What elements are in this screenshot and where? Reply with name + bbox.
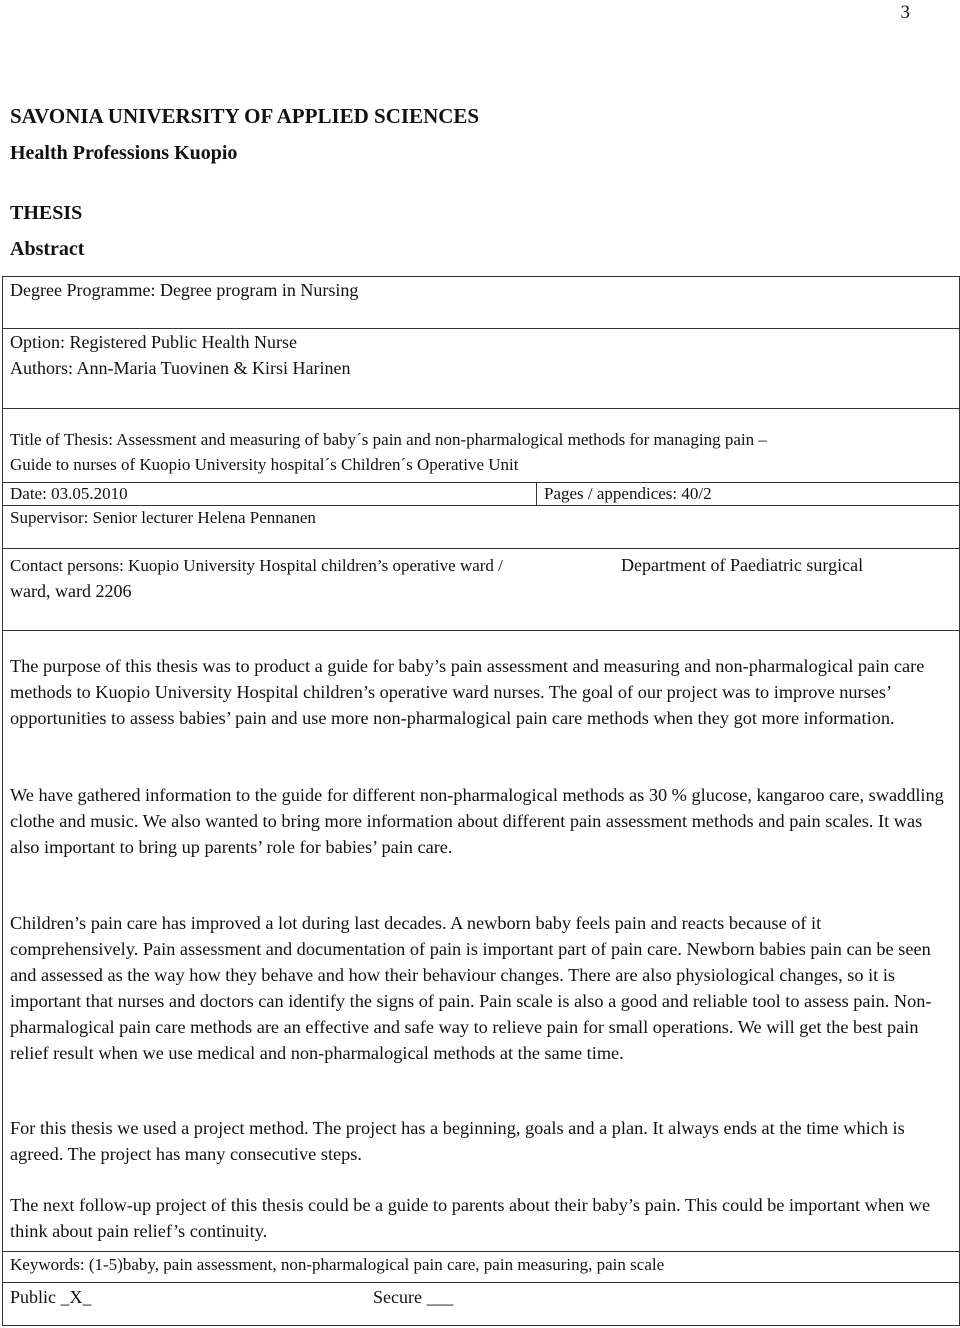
- supervisor-field: Supervisor: Senior lecturer Helena Pennanen: [10, 508, 316, 527]
- form-divider: [2, 548, 960, 549]
- thesis-title-line-1: Title of Thesis: Assessment and measuring of baby´s pain and non-pharmalogical methods for managing pain –: [10, 430, 767, 449]
- public-field: Public _X_: [10, 1287, 92, 1307]
- form-divider: [2, 408, 960, 409]
- form-divider: [2, 482, 960, 483]
- abstract-paragraph: For this thesis we used a project method. The project has a beginning, goals and a plan. It always ends at the time which is agreed. The project has many consecutive steps.: [10, 1118, 905, 1164]
- form-top-border: [2, 276, 960, 277]
- document-type: THESIS: [10, 202, 83, 224]
- page-number: 3: [900, 2, 910, 23]
- option-field: Option: Registered Public Health Nurse: [10, 332, 297, 352]
- form-left-border: [2, 276, 3, 1326]
- abstract-paragraph: The next follow-up project of this thesis could be a guide to parents about their baby’s pain. This could be important when we think about pain relief’s continuity.: [10, 1195, 931, 1241]
- pages-field: Pages / appendices: 40/2: [544, 484, 712, 503]
- institution-name: SAVONIA UNIVERSITY OF APPLIED SCIENCES: [10, 104, 480, 128]
- contact-persons-department: Department of Paediatric surgical: [621, 555, 864, 575]
- form-divider: [2, 1251, 960, 1252]
- form-divider: [2, 630, 960, 631]
- abstract-paragraph: We have gathered information to the guide for different non-pharmalogical methods as 30 % glucose, kangaroo care, swaddling clothe and music. We also wanted to bring more information about different pain assessment methods and pain scales. It was also important to bring up parents’ role for babies’ pain care.: [10, 785, 944, 857]
- form-bottom-border: [2, 1325, 960, 1326]
- date-pages-separator: [536, 482, 537, 505]
- authors-field: Authors: Ann-Maria Tuovinen & Kirsi Harinen: [10, 358, 351, 378]
- date-field: Date: 03.05.2010: [10, 484, 128, 503]
- abstract-paragraph: Children’s pain care has improved a lot during last decades. A newborn baby feels pain and reacts because of it comprehensively. Pain assessment and documentation of pain is important part of pain care. Newborn babies pain can be seen and assessed as the way how they behave and how their behaviour changes. There are also physiological changes, so it is important that nurses and doctors can identify the signs of pain. Pain scale is also a good and reliable tool to assess pain. Non-pharmalogical pain care methods are an effective and safe way to relieve pain for small operations. We will get the best pain relief result when we use medical and non-pharmalogical methods at the same time.: [10, 913, 932, 1063]
- institution-unit: Health Professions Kuopio: [10, 142, 238, 164]
- contact-persons-line-2: ward, ward 2206: [10, 581, 132, 601]
- section-title: Abstract: [10, 238, 85, 260]
- abstract-paragraph: The purpose of this thesis was to product a guide for baby’s pain assessment and measuring and non-pharmalogical pain care methods to Kuopio University Hospital children’s operative ward nurses. The goal of our project was to improve nurses’ opportunities to assess babies’ pain and use more non-pharmalogical pain care methods when they got more information.: [10, 656, 925, 728]
- form-divider: [2, 505, 960, 506]
- form-divider: [2, 1282, 960, 1283]
- keywords-field: Keywords: (1-5)baby, pain assessment, non-pharmalogical pain care, pain measuring, pain scale: [10, 1255, 665, 1274]
- secure-field: Secure ___: [373, 1287, 454, 1307]
- thesis-title-line-2: Guide to nurses of Kuopio University hospital´s Children´s Operative Unit: [10, 455, 519, 474]
- contact-persons-line-1: Contact persons: Kuopio University Hospital children’s operative ward /: [10, 556, 503, 575]
- form-divider: [2, 328, 960, 329]
- degree-programme-field: Degree Programme: Degree program in Nursing: [10, 280, 359, 300]
